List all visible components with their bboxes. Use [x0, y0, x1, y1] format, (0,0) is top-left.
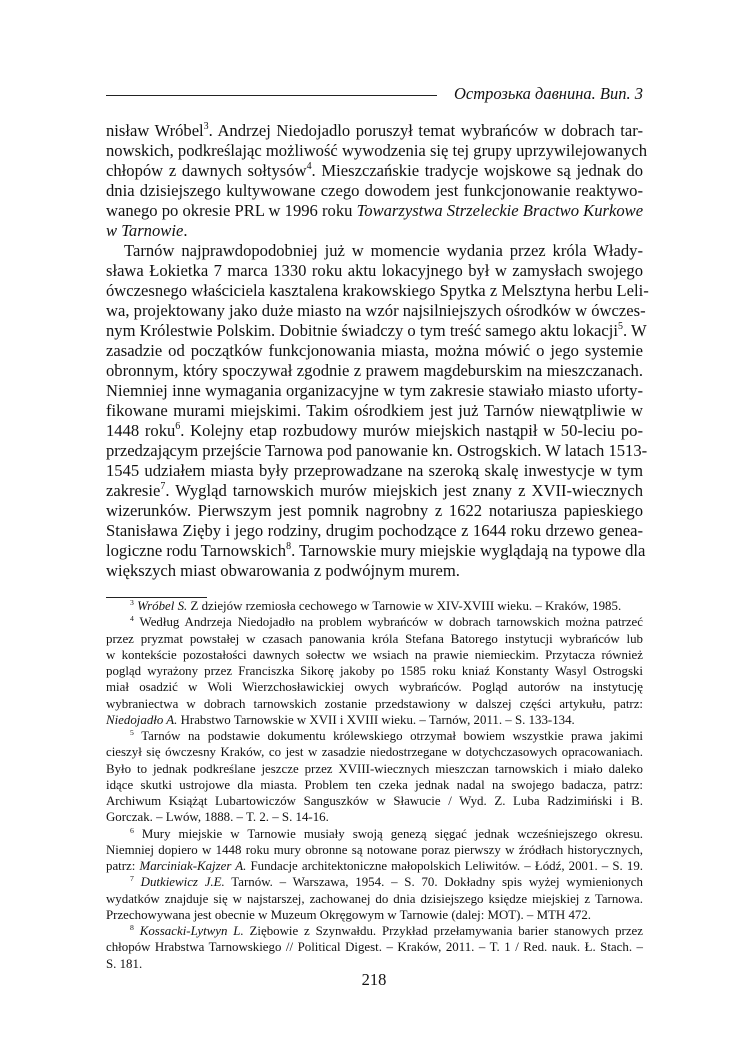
body-line — [106, 421, 643, 441]
body-line — [106, 521, 643, 541]
body-line — [106, 321, 647, 341]
text-run: nisław Wróbel — [106, 121, 204, 140]
text-run: Wróbel S. — [137, 599, 188, 613]
text-run: wybraniectwa w dobrach tarnowskich zostanie przedstawiony w dalszej części artykułu, patrz: — [106, 696, 643, 711]
text-run: obronnym, który spoczywał zgodnie z prawem magdeburskim na mieszczanach. — [106, 361, 643, 380]
header-rule — [106, 95, 437, 96]
text-run: Kossacki-Lytwyn L. — [139, 924, 244, 938]
body-line — [106, 181, 643, 201]
text-run: przez pryzmat powstałej w czasach panowania króla Stefana Batorego instytucji wybrańców lub — [106, 631, 643, 646]
footnote-ref: 6 — [175, 421, 181, 432]
footnote-ref: 7 — [160, 481, 166, 492]
text-run: nym Królestwie Polskim. Dobitnie świadczy o tym treść samego aktu lokacji — [106, 321, 619, 340]
text-run: Z dziejów rzemiosła cechowego w Tarnowie w XIV-XVIII wieku. – Kraków, 1985. — [187, 599, 622, 613]
text-run: Mury miejskie w Tarnowie musiały swoją genezą sięgać jednak wcześniejszego okresu. — [133, 826, 643, 841]
text-run: . W — [623, 321, 647, 340]
footnote-line — [106, 777, 643, 793]
body-line — [106, 441, 648, 461]
text-run: Archiwum Książąt Lubartowiczów Sanguszków w Sławucie / Wyd. Z. Luba Radzimiński i B. — [106, 794, 643, 808]
footnote-ref: 4 — [130, 614, 134, 624]
text-run: cieszył się ówczesny Kraków, co jest w zasadzie niedostrzegane w dotychczasowych opracowaniach. — [106, 745, 643, 760]
text-run: . — [183, 221, 188, 240]
footnote-ref: 4 — [306, 161, 312, 172]
footnote-ref: 5 — [618, 321, 623, 332]
text-run: zasadzie od początków funkcjonowania miasta, można mówić o jego systemie — [106, 341, 643, 360]
body-line — [106, 461, 643, 481]
text-run: wanego po okresie PRL w 1996 roku — [106, 201, 357, 220]
footnotes — [106, 598, 643, 972]
text-run: Przechowywana jest obecnie w Muzeum Okręgowym w Tarnowie (dalej: MOT). – MTH 472. — [106, 907, 591, 922]
footnote-ref: 3 — [203, 121, 209, 132]
text-run: Fundacje architektoniczne małopolskich Leliwitów. – Łódź, 2001. – S. 19. — [246, 859, 643, 873]
text-run: Niedojadło A. — [106, 712, 178, 727]
footnote-line — [106, 598, 643, 614]
footnote-ref: 7 — [130, 874, 134, 884]
body-line — [106, 141, 647, 161]
footnote-line — [106, 728, 643, 744]
body-line — [106, 561, 643, 581]
body-line — [106, 161, 643, 181]
text-run: Towarzystwa Strzeleckie Bractwo Kurkowe — [356, 201, 644, 220]
body-line — [106, 481, 643, 501]
footnote-ref: 8 — [130, 923, 134, 932]
text-run: fikowane murami miejskimi. Takim ośrodkiem jest już Tarnów niewątpliwie w — [106, 401, 643, 420]
text-run: Gorczak. – Lwów, 1888. – T. 2. – S. 14-16. — [106, 810, 329, 825]
text-run: Niemniej dopiero w 1448 roku mury obronne są notowane poraz pierwszy w źródłach historycznych, — [106, 842, 643, 857]
text-run: patrz: — [106, 859, 140, 873]
footnote-line — [106, 809, 643, 825]
body-line — [106, 241, 643, 261]
body-line — [106, 401, 643, 421]
text-run: idące skutki ustrojowe dla miasta. Problem ten czeka jednak nadal na swojego badacza, patrz: — [106, 777, 643, 792]
text-run: w kontekście pozostałości dawnych sołectw we wsiach na prawie niemieckim. Przytacza również — [106, 647, 643, 662]
body-line — [106, 281, 649, 301]
footnote-ref: 6 — [130, 825, 134, 835]
footnote-line — [106, 858, 643, 874]
footnote-line — [106, 761, 643, 777]
text-run: przedzającym przejście Tarnowa pod panowanie kn. Ostrogskich. W latach 1513- — [106, 441, 648, 460]
page-number: 218 — [361, 970, 387, 989]
body-line — [106, 201, 643, 221]
footnote-line — [106, 842, 643, 858]
text-run: chłopów z dawnych sołtysów — [106, 161, 307, 180]
footnote-line — [106, 891, 643, 907]
body-line — [106, 381, 643, 401]
text-run: Według Andrzeja Niedojadło na problem wybrańców w dobrach tarnowskich można patrzeć — [133, 615, 643, 630]
text-run: pogląd wyrażony przez Franciszka Sikorę jakoby po 1585 roku kniaź Konstanty Wasyl Ostrogski — [106, 664, 643, 678]
footnote-line — [106, 647, 643, 663]
text-run — [134, 875, 141, 889]
body-line — [106, 121, 643, 141]
text-run: . Andrzej Niedojadlo poruszył temat wybrańców w dobrach tar- — [208, 121, 643, 140]
footnote-ref: 5 — [130, 728, 134, 737]
body-line — [106, 301, 646, 321]
footnote-line — [106, 663, 643, 679]
text-run: miał osadzić w Woli Wierzchosławickiej owych wybrańców. Pogląd autorów na instytucję — [106, 680, 643, 695]
text-run: Niemniej inne wymagania organizacyjne w tym zakresie stawiało miasto uforty- — [106, 381, 643, 400]
text-run: nowskich, podkreślając możliwość wywodzenia się tej grupy uprzywilejowanych — [106, 141, 647, 160]
footnote-line — [106, 696, 643, 712]
footnote-line — [106, 614, 643, 630]
footnote-ref: 8 — [286, 541, 292, 552]
text-run: Było to jednak podkreślane jeszcze przez XVIII-wiecznych mieszczan tarnowskich i miało daleko — [106, 761, 643, 776]
body-text — [106, 121, 649, 581]
footnote-line — [106, 939, 643, 955]
text-run: Tarnów najprawdopodobniej już w momencie wydania przez króla Włady- — [124, 241, 643, 260]
text-run: zakresie — [106, 481, 161, 500]
body-line — [106, 361, 643, 381]
footnote-line — [106, 712, 643, 728]
body-line — [106, 261, 643, 281]
text-run: sława Łokietka 7 marca 1330 roku aktu lokacyjnego był w zamysłach swojego — [106, 261, 643, 280]
text-run: . Mieszczańskie tradycje wojskowe są jednak do — [311, 161, 643, 180]
footnote-line — [106, 679, 643, 695]
text-run: Marciniak-Kajzer A. — [139, 859, 247, 873]
footnote-line — [106, 923, 643, 939]
body-line — [106, 501, 643, 521]
text-run: dnia dzisiejszego kultywowane czego dowodem jest funkcjonowanie reaktywo- — [106, 181, 643, 200]
text-run: Ziębowie z Szynwałdu. Przykład przełamywania barier stanowych przez — [243, 924, 643, 938]
text-run: ówczesnego właściciela kasztalena krakowskiego Spytka z Melsztyna herbu Leli- — [106, 281, 649, 300]
text-run: S. 181. — [106, 956, 143, 971]
footnote-line — [106, 744, 643, 760]
text-run: w Tarnowie — [106, 221, 184, 240]
footnote-line — [106, 907, 643, 923]
text-run: . Wygląd tarnowskich murów miejskich jest znany z XVII-wiecznych — [165, 481, 643, 500]
text-run: Tarnów na podstawie dokumentu królewskiego otrzymał bowiem wszystkie prawa jakimi — [133, 729, 643, 743]
body-line — [106, 221, 643, 241]
text-run: wydatków znajduje się w najstarszej, zachowanej do dnia dzisiejszego księdze miejskiej z Tarnowa. — [106, 891, 643, 906]
text-run: . Kolejny etap rozbudowy murów miejskich nastąpił w 50-leciu po- — [180, 421, 643, 440]
body-line — [106, 341, 643, 361]
text-run: większych miast obwarowania z podwójnym murem. — [106, 561, 460, 580]
text-run: 1448 roku — [106, 421, 176, 440]
text-run: Hrabstwo Tarnowskie w XVII i XVIII wieku. – Tarnów, 2011. – S. 133-134. — [177, 712, 575, 727]
running-header: Острозька давнина. Вип. 3 — [453, 84, 643, 103]
footnote-line — [106, 631, 643, 647]
text-run: Dutkiewicz J.E. — [140, 875, 225, 890]
text-run: logiczne rodu Tarnowskich — [106, 541, 287, 560]
text-run: 1545 udziałem miasta były przeprowadzane na szeroką skalę inwestycje w tym — [106, 461, 643, 480]
footnote-line — [106, 793, 643, 809]
footnote-line — [106, 826, 643, 842]
body-line — [106, 541, 646, 561]
text-run: wa, projektowany jako duże miasto na wzór najsilniejszych ośrodków w ówczes- — [106, 301, 646, 320]
text-run: Tarnów. – Warszawa, 1954. – S. 70. Dokładny spis wyżej wymienionych — [224, 875, 643, 890]
text-run: chłopów Hrabstwa Tarnowskiego // Political Digest. – Kraków, 2011. – T. 1 / Red. nauk. Ł. Stach. – — [106, 940, 643, 955]
footnote-ref: 3 — [130, 598, 134, 607]
text-run: . Tarnowskie mury miejskie wyglądają na typowe dla — [291, 541, 646, 560]
text-run: Stanisława Zięby i jego rodziny, drugim pochodzące z 1644 roku drzewo genea- — [106, 521, 643, 540]
footnote-line — [106, 874, 643, 890]
text-run: wizerunków. Pierwszym jest pomnik nagrobny z 1622 notariusza papieskiego — [106, 501, 643, 520]
